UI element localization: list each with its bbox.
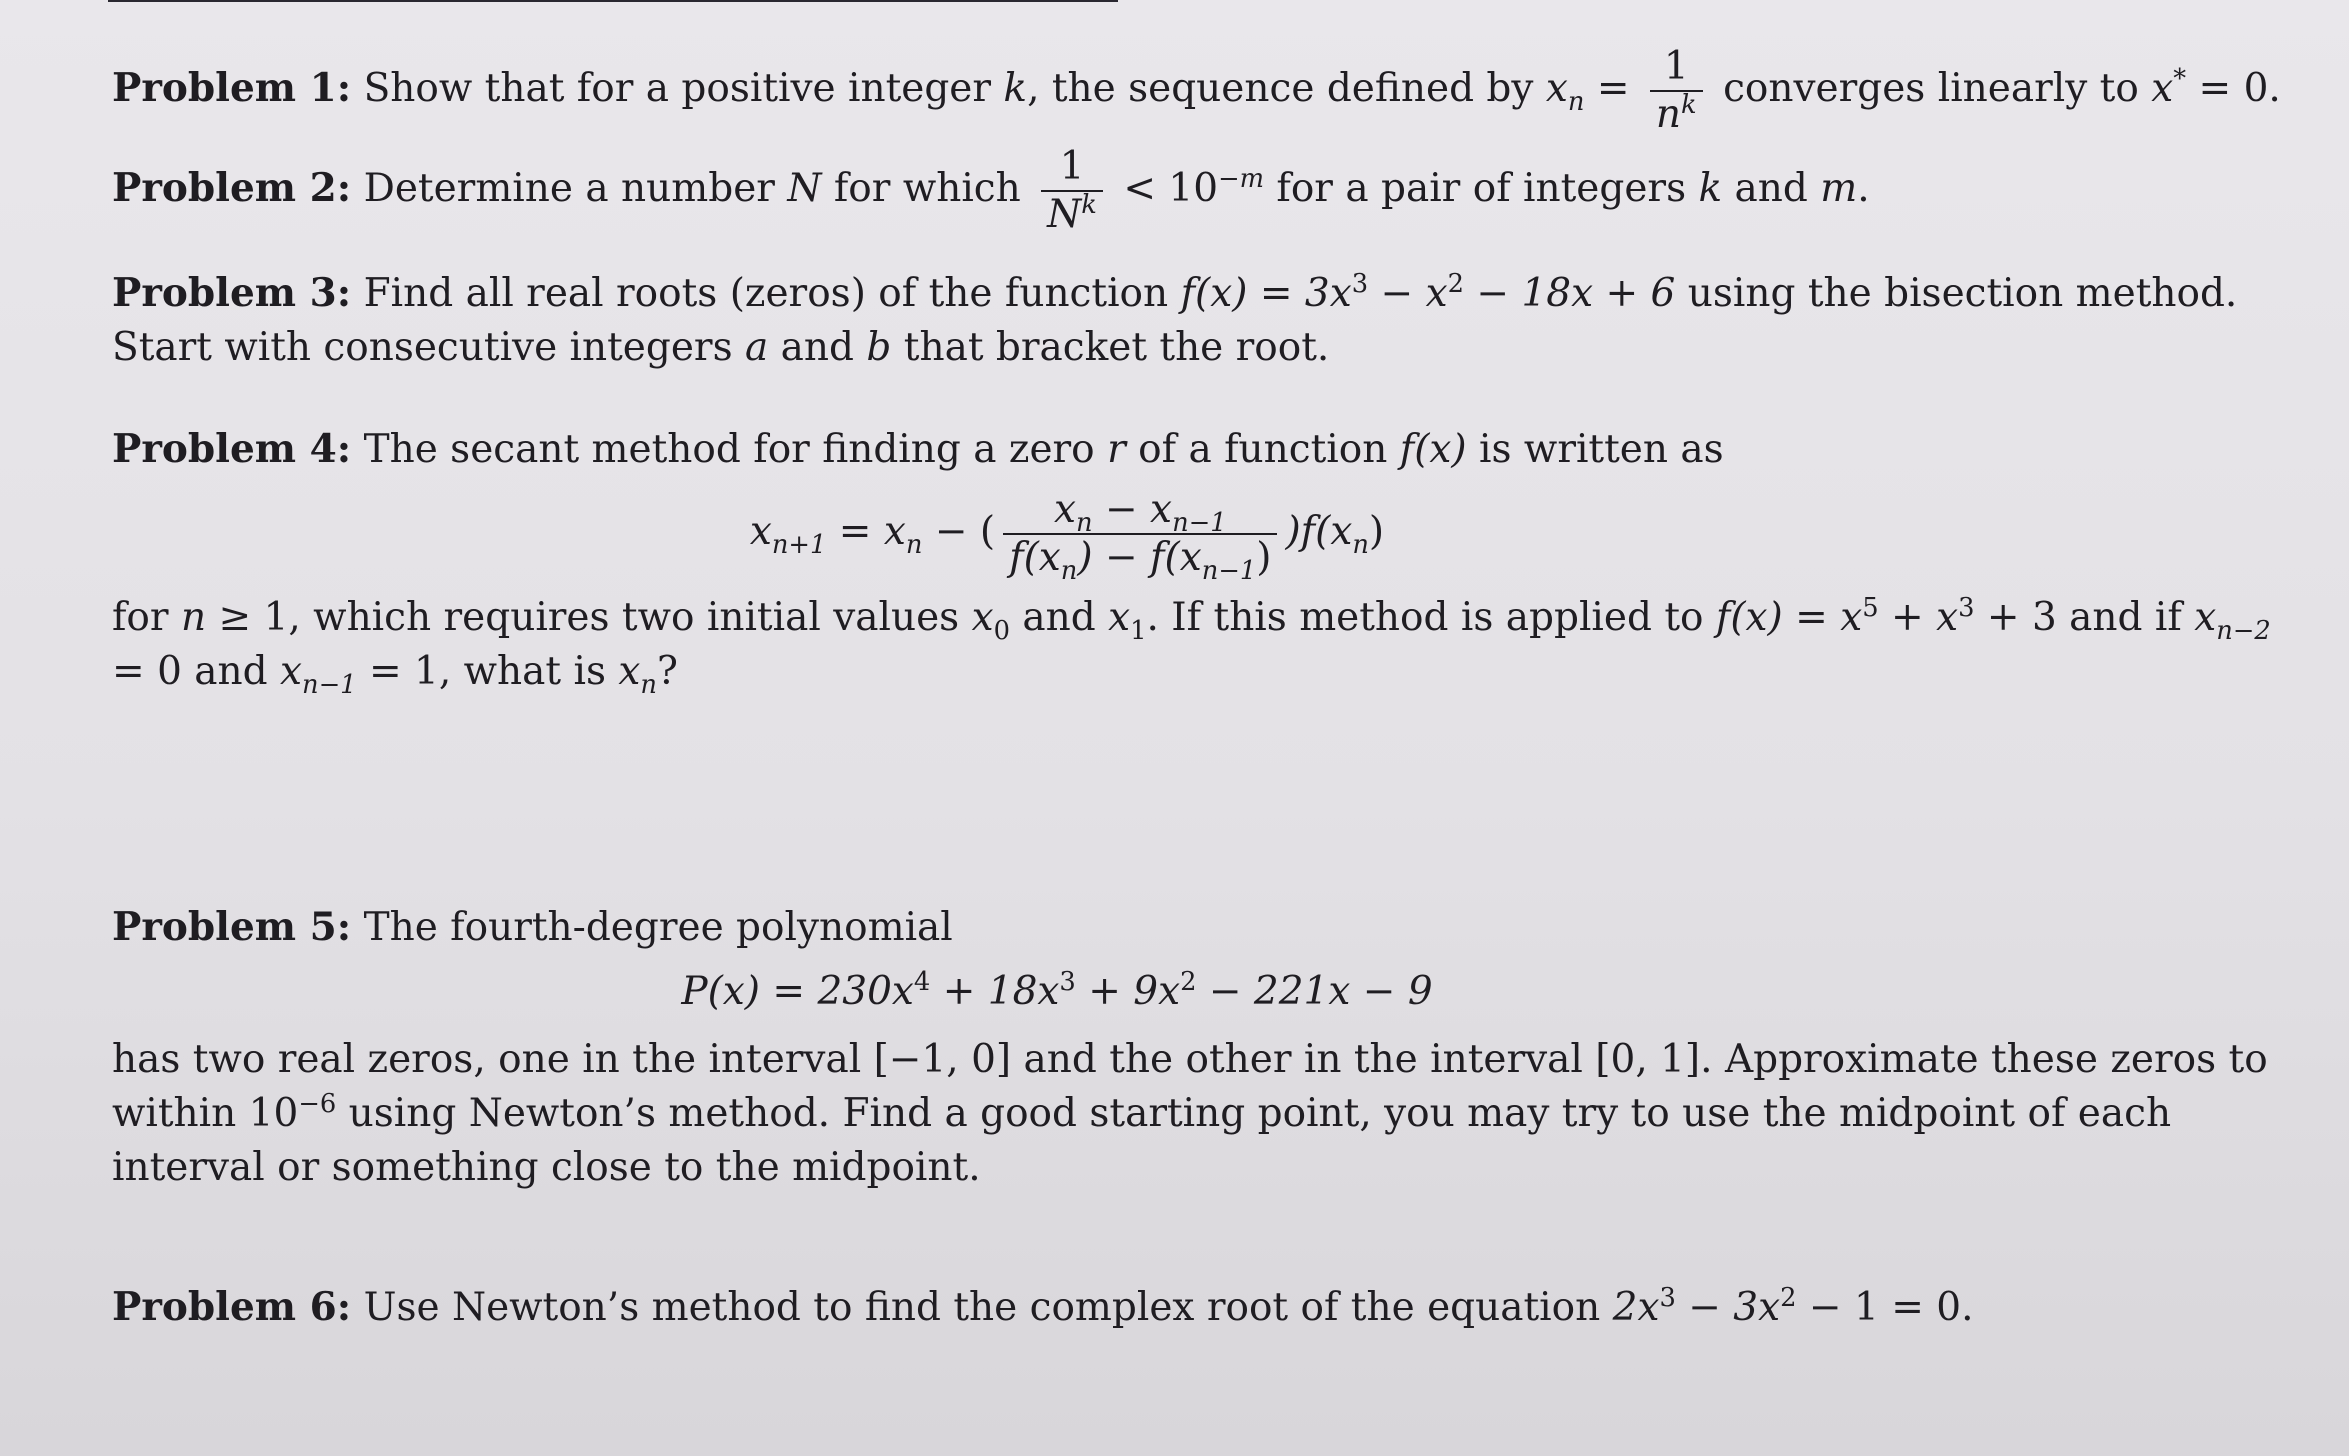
problem-1-label: Problem 1:: [112, 65, 352, 111]
problem-3: Problem 3: Find all real roots (zeros) of the function $f(x) = 3x^3 - x^2 - 18x + 6$ using the bisection method. Start with consecutive integers a and b that bracket the root.: [112, 269, 2238, 370]
problem-6-label: Problem 6:: [112, 1284, 352, 1330]
problem-5: Problem 5: The fourth-degree polynomial $P(x) = 230x^4 + 18x^3 + 9x^2 - 221x - 9$ has two real zeros, one in the interval [−1, 0] and the other in the interval [0, 1]. Approximate these zeros to within $10^{-6}$ using Newton’s method. Find a good starting point, you may try to use the midpoint of each interval or something close to the midpoint.: [112, 900, 2282, 1195]
secant-formula: $x_{n+1} = x_n$ − ( $\frac{x_n - x_{n-1}}{f(x_n) - f(x_{n-1})}$ )$f(x_n)$: [749, 487, 1385, 586]
problem-5-label: Problem 5:: [112, 904, 352, 950]
problem-6: Problem 6: Use Newton’s method to find the complex root of the equation $2x^3 - 3x^2 - 1 = 0$.: [112, 1283, 1974, 1330]
problem-1: Problem 1: Show that for a positive integer k, the sequence defined by $x_n$ = $\frac{1}{n^k}$ converges linearly to x* = 0.: [112, 44, 2281, 137]
problem-3-label: Problem 3:: [112, 270, 352, 316]
polynomial-formula: $P(x) = 230x^4 + 18x^3 + 9x^2 - 221x - 9$: [681, 967, 1433, 1014]
problem-2: Problem 2: Determine a number N for which $\frac{1}{N^k}$ < $10^{-m}$ for a pair of integers k and m.: [112, 144, 1870, 237]
problem-1-text: Show that for a positive integer: [363, 66, 992, 111]
problem-4-label: Problem 4:: [112, 426, 352, 472]
fraction-1-over-n-k: $\frac{1}{n^k}$: [1650, 44, 1703, 138]
secant-fraction: $\frac{x_n - x_{n-1}}{f(x_n) - f(x_{n-1})}$: [1003, 487, 1277, 581]
fraction-1-over-N-k: $\frac{1}{N^k}$: [1041, 144, 1103, 238]
top-rule: [108, 0, 1118, 2]
problem-4: Problem 4: The secant method for finding a zero r of a function f(x) is written as $x_{n+1} = x_n$ − ( $\frac{x_n - x_{n-1}}{f(x_n) - f(x_{n-1})}$ )$f(x_n)$ for n ≥ 1, which requires two initial values $x_0$ and $x_1$. If this method is applied to $f(x) = x^5 + x^3 + 3$ and if $x_{n-2} = 0$ and $x_{n-1} = 1$, what is $x_n$?: [112, 422, 2282, 699]
problem-2-label: Problem 2:: [112, 165, 352, 211]
